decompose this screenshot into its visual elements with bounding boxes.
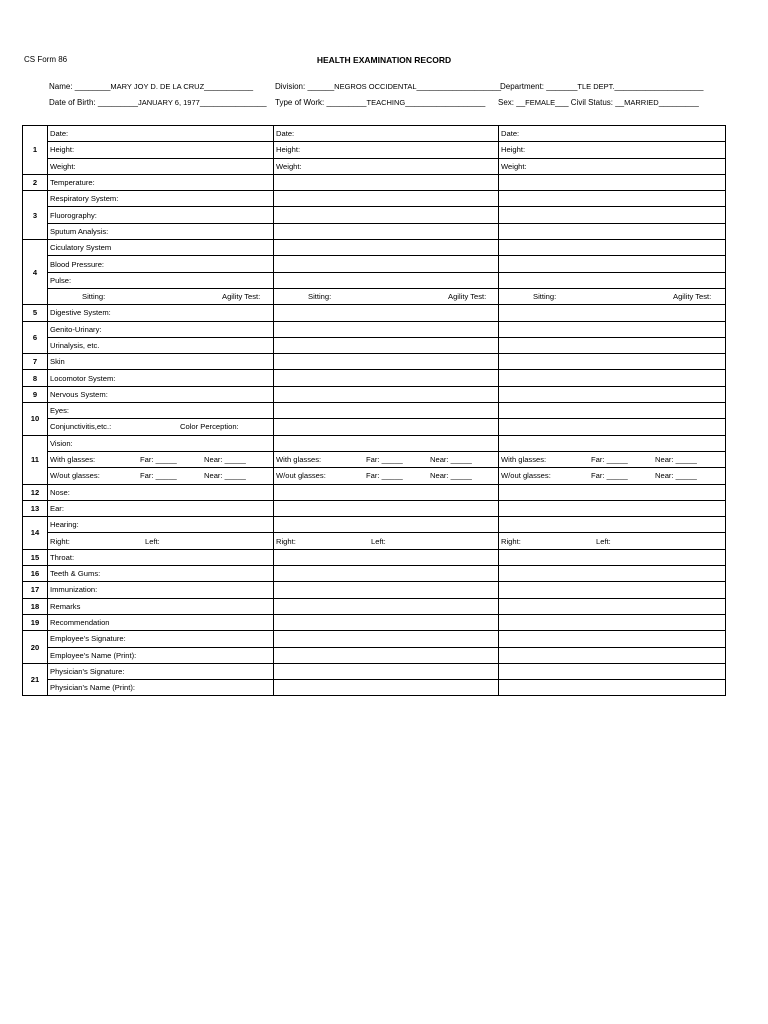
nose-label[interactable]: Nose:	[48, 484, 274, 500]
date-label[interactable]: Date:	[48, 126, 274, 142]
far-label: Far: _____	[366, 455, 403, 465]
empty-cell[interactable]	[274, 191, 499, 207]
empty-cell[interactable]	[499, 549, 726, 565]
sitting-label: Sitting:	[82, 292, 106, 302]
with-glasses-label: With glasses:	[276, 455, 322, 465]
row-4-pulse	[23, 272, 726, 288]
sitting-label: Sitting:	[308, 292, 332, 302]
row-14-right-left	[23, 533, 726, 549]
hearing-label[interactable]: Hearing:	[48, 517, 274, 533]
work-pre: _________	[326, 98, 367, 107]
empty-cell[interactable]	[274, 337, 499, 353]
height-label[interactable]: Height:	[499, 142, 726, 158]
row-20-name	[23, 647, 726, 663]
hearing-cell[interactable]	[499, 533, 726, 549]
near-label: Near: _____	[655, 471, 697, 481]
near-label: Near: _____	[430, 455, 472, 465]
weight-label[interactable]: Weight:	[274, 158, 499, 174]
empty-cell[interactable]	[499, 321, 726, 337]
circulatory-label[interactable]: Ciculatory System	[48, 240, 274, 256]
row-number: 2	[23, 174, 48, 190]
sitting-cell[interactable]	[499, 288, 726, 304]
form-code: CS Form 86	[24, 55, 68, 64]
empty-cell[interactable]	[274, 631, 499, 647]
civil-value[interactable]: MARRIED	[624, 98, 659, 107]
empty-cell[interactable]	[499, 566, 726, 582]
civil-label: Civil Status:	[570, 98, 613, 107]
row-number: 10	[23, 403, 48, 436]
far-label: Far: _____	[591, 455, 628, 465]
blood-pressure-label[interactable]: Blood Pressure:	[48, 256, 274, 272]
sitting-cell[interactable]	[48, 288, 274, 304]
empty-cell[interactable]	[499, 223, 726, 239]
eyes-label[interactable]: Eyes:	[48, 403, 274, 419]
with-glasses-cell[interactable]	[499, 451, 726, 467]
row-number: 9	[23, 386, 48, 402]
date-label[interactable]: Date:	[274, 126, 499, 142]
sitting-label: Sitting:	[533, 292, 557, 302]
with-glasses-label: With glasses:	[501, 455, 547, 465]
row-4-sitting	[23, 288, 726, 304]
row-3	[23, 191, 726, 207]
row-number: 11	[23, 435, 48, 484]
empty-cell[interactable]	[274, 500, 499, 516]
weight-label[interactable]: Weight:	[48, 158, 274, 174]
row-6-urinalysis	[23, 337, 726, 353]
sex-value[interactable]: FEMALE	[525, 98, 556, 107]
without-glasses-cell[interactable]	[48, 468, 274, 484]
row-number: 21	[23, 663, 48, 696]
name-label: Name:	[49, 82, 73, 91]
empty-cell[interactable]	[499, 370, 726, 386]
far-label: Far: _____	[366, 471, 403, 481]
conjunctivitis-cell[interactable]	[48, 419, 274, 435]
without-glasses-label: W/out glasses:	[501, 471, 551, 481]
temperature-label[interactable]: Temperature:	[48, 174, 274, 190]
row-15	[23, 549, 726, 565]
row-8	[23, 370, 726, 386]
weight-label[interactable]: Weight:	[499, 158, 726, 174]
sex-civil-field	[498, 98, 699, 107]
empty-cell[interactable]	[274, 598, 499, 614]
dob-post: _______________	[199, 98, 267, 107]
physician-name-label[interactable]: Physician's Name (Print):	[48, 680, 274, 696]
vision-label[interactable]: Vision:	[48, 435, 274, 451]
empty-cell[interactable]	[499, 305, 726, 321]
row-number: 12	[23, 484, 48, 500]
row-1-height	[23, 142, 726, 158]
pulse-label[interactable]: Pulse:	[48, 272, 274, 288]
empty-cell[interactable]	[274, 663, 499, 679]
conjunctivitis-label: Conjunctivitis,etc.:	[50, 422, 112, 432]
department-post: ____________________	[614, 82, 704, 91]
skin-label[interactable]: Skin	[48, 354, 274, 370]
right-label: Right:	[276, 536, 296, 546]
row-19	[23, 614, 726, 630]
empty-cell[interactable]	[499, 337, 726, 353]
empty-cell[interactable]	[274, 484, 499, 500]
empty-cell[interactable]	[499, 256, 726, 272]
empty-cell[interactable]	[499, 663, 726, 679]
genito-label[interactable]: Genito-Urinary:	[48, 321, 274, 337]
row-number: 3	[23, 191, 48, 240]
without-glasses-cell[interactable]	[499, 468, 726, 484]
row-14	[23, 517, 726, 533]
department-field	[500, 82, 704, 91]
row-10	[23, 403, 726, 419]
sex-label: Sex:	[498, 98, 515, 107]
work-field	[275, 98, 485, 107]
recommendation-label[interactable]: Recommendation	[48, 614, 274, 630]
empty-cell[interactable]	[499, 386, 726, 402]
health-record-table	[22, 125, 726, 696]
row-number: 18	[23, 598, 48, 614]
row-number: 8	[23, 370, 48, 386]
digestive-label[interactable]: Digestive System:	[48, 305, 274, 321]
empty-cell[interactable]	[274, 566, 499, 582]
empty-cell[interactable]	[499, 582, 726, 598]
empty-cell[interactable]	[499, 207, 726, 223]
form-title: HEALTH EXAMINATION RECORD	[316, 55, 452, 65]
empty-cell[interactable]	[274, 647, 499, 663]
remarks-label[interactable]: Remarks	[48, 598, 274, 614]
row-9	[23, 386, 726, 402]
empty-cell[interactable]	[274, 680, 499, 696]
urinalysis-label[interactable]: Urinalysis, etc.	[48, 337, 274, 353]
teeth-label[interactable]: Teeth & Gums:	[48, 566, 274, 582]
row-number: 4	[23, 240, 48, 305]
name-value[interactable]: MARY JOY D. DE LA CRUZ	[110, 82, 205, 91]
empty-cell[interactable]	[499, 191, 726, 207]
row-number: 5	[23, 305, 48, 321]
empty-cell[interactable]	[274, 549, 499, 565]
locomotor-label[interactable]: Locomotor System:	[48, 370, 274, 386]
row-4-bp	[23, 256, 726, 272]
sex-pre: __	[516, 98, 526, 107]
empty-cell[interactable]	[274, 435, 499, 451]
empty-cell[interactable]	[274, 403, 499, 419]
empty-cell[interactable]	[274, 582, 499, 598]
near-label: Near: _____	[430, 471, 472, 481]
with-glasses-cell[interactable]	[274, 451, 499, 467]
empty-cell[interactable]	[274, 614, 499, 630]
row-6	[23, 321, 726, 337]
name-field	[49, 82, 253, 91]
name-post: ___________	[204, 82, 254, 91]
nervous-label[interactable]: Nervous System:	[48, 386, 274, 402]
without-glasses-label: W/out glasses:	[50, 471, 100, 481]
empty-cell[interactable]	[274, 305, 499, 321]
dob-field	[49, 98, 267, 107]
respiratory-label[interactable]: Respiratory System:	[48, 191, 274, 207]
department-label: Department:	[500, 82, 545, 91]
empty-cell[interactable]	[499, 517, 726, 533]
empty-cell[interactable]	[274, 174, 499, 190]
empty-cell[interactable]	[499, 174, 726, 190]
near-label: Near: _____	[655, 455, 697, 465]
right-label: Right:	[50, 536, 70, 546]
employee-signature-label[interactable]: Employee's Signature:	[48, 631, 274, 647]
row-3-sputum	[23, 223, 726, 239]
with-glasses-cell[interactable]	[48, 451, 274, 467]
row-16	[23, 566, 726, 582]
hearing-cell[interactable]	[274, 533, 499, 549]
immunization-label[interactable]: Immunization:	[48, 582, 274, 598]
row-number: 20	[23, 631, 48, 664]
near-label: Near: _____	[204, 455, 246, 465]
empty-cell[interactable]	[499, 614, 726, 630]
division-post: ___________________	[416, 82, 502, 91]
far-label: Far: _____	[591, 471, 628, 481]
agility-label: Agility Test:	[222, 292, 261, 302]
empty-cell[interactable]	[274, 207, 499, 223]
row-number: 17	[23, 582, 48, 598]
division-field	[275, 82, 501, 91]
row-number: 15	[23, 549, 48, 565]
empty-cell[interactable]	[274, 370, 499, 386]
row-number: 13	[23, 500, 48, 516]
left-label: Left:	[596, 536, 611, 546]
empty-cell[interactable]	[499, 272, 726, 288]
empty-cell[interactable]	[274, 272, 499, 288]
empty-cell[interactable]	[274, 240, 499, 256]
row-13	[23, 500, 726, 516]
sex-post: ___	[555, 98, 569, 107]
dob-label: Date of Birth:	[49, 98, 96, 107]
civil-pre: __	[615, 98, 625, 107]
row-18	[23, 598, 726, 614]
work-value[interactable]: TEACHING	[366, 98, 406, 107]
row-1-weight	[23, 158, 726, 174]
dob-value[interactable]: JANUARY 6, 1977	[137, 98, 200, 107]
empty-cell[interactable]	[274, 321, 499, 337]
far-label: Far: _____	[140, 471, 177, 481]
empty-cell[interactable]	[274, 517, 499, 533]
row-number: 7	[23, 354, 48, 370]
row-11	[23, 435, 726, 451]
empty-cell[interactable]	[274, 256, 499, 272]
row-2	[23, 174, 726, 190]
row-21-name	[23, 680, 726, 696]
department-value[interactable]: TLE DEPT.	[577, 82, 615, 91]
date-label[interactable]: Date:	[499, 126, 726, 142]
empty-cell[interactable]	[499, 240, 726, 256]
far-label: Far: _____	[140, 455, 177, 465]
dob-pre: _________	[97, 98, 138, 107]
empty-cell[interactable]	[274, 386, 499, 402]
without-glasses-cell[interactable]	[274, 468, 499, 484]
row-17	[23, 582, 726, 598]
left-label: Left:	[371, 536, 386, 546]
empty-cell[interactable]	[499, 500, 726, 516]
row-number: 14	[23, 517, 48, 550]
row-1	[23, 126, 726, 142]
row-20	[23, 631, 726, 647]
row-11-without-glasses	[23, 468, 726, 484]
physician-signature-label[interactable]: Physician's Signature:	[48, 663, 274, 679]
division-pre: ______	[307, 82, 335, 91]
division-value[interactable]: NEGROS OCCIDENTAL	[334, 82, 417, 91]
row-10-conjunctivitis	[23, 419, 726, 435]
color-perception-label: Color Perception:	[180, 422, 239, 432]
row-4	[23, 240, 726, 256]
empty-cell[interactable]	[499, 484, 726, 500]
empty-cell[interactable]	[499, 680, 726, 696]
height-label[interactable]: Height:	[274, 142, 499, 158]
employee-name-label[interactable]: Employee's Name (Print):	[48, 647, 274, 663]
row-number: 16	[23, 566, 48, 582]
row-number: 19	[23, 614, 48, 630]
department-pre: _______	[546, 82, 578, 91]
row-11-with-glasses	[23, 451, 726, 467]
right-label: Right:	[501, 536, 521, 546]
empty-cell[interactable]	[499, 631, 726, 647]
left-label: Left:	[145, 536, 160, 546]
empty-cell[interactable]	[499, 354, 726, 370]
ear-label[interactable]: Ear:	[48, 500, 274, 516]
work-label: Type of Work:	[275, 98, 325, 107]
row-5	[23, 305, 726, 321]
name-pre: ________	[74, 82, 111, 91]
division-label: Division:	[275, 82, 306, 91]
fluorography-label[interactable]: Fluorography:	[48, 207, 274, 223]
empty-cell[interactable]	[274, 419, 499, 435]
empty-cell[interactable]	[499, 435, 726, 451]
empty-cell[interactable]	[499, 647, 726, 663]
row-3-fluorography	[23, 207, 726, 223]
civil-post: _________	[658, 98, 699, 107]
with-glasses-label: With glasses:	[50, 455, 96, 465]
height-label[interactable]: Height:	[48, 142, 274, 158]
empty-cell[interactable]	[499, 598, 726, 614]
near-label: Near: _____	[204, 471, 246, 481]
empty-cell[interactable]	[274, 223, 499, 239]
empty-cell[interactable]	[499, 419, 726, 435]
without-glasses-label: W/out glasses:	[276, 471, 326, 481]
row-7	[23, 354, 726, 370]
agility-label: Agility Test:	[673, 292, 712, 302]
row-number: 1	[23, 126, 48, 175]
row-number: 6	[23, 321, 48, 354]
empty-cell[interactable]	[499, 403, 726, 419]
hearing-cell[interactable]	[48, 533, 274, 549]
sputum-label[interactable]: Sputum Analysis:	[48, 223, 274, 239]
work-post: __________________	[405, 98, 486, 107]
row-12	[23, 484, 726, 500]
row-21	[23, 663, 726, 679]
throat-label[interactable]: Throat:	[48, 549, 274, 565]
sitting-cell[interactable]	[274, 288, 499, 304]
empty-cell[interactable]	[274, 354, 499, 370]
agility-label: Agility Test:	[448, 292, 487, 302]
